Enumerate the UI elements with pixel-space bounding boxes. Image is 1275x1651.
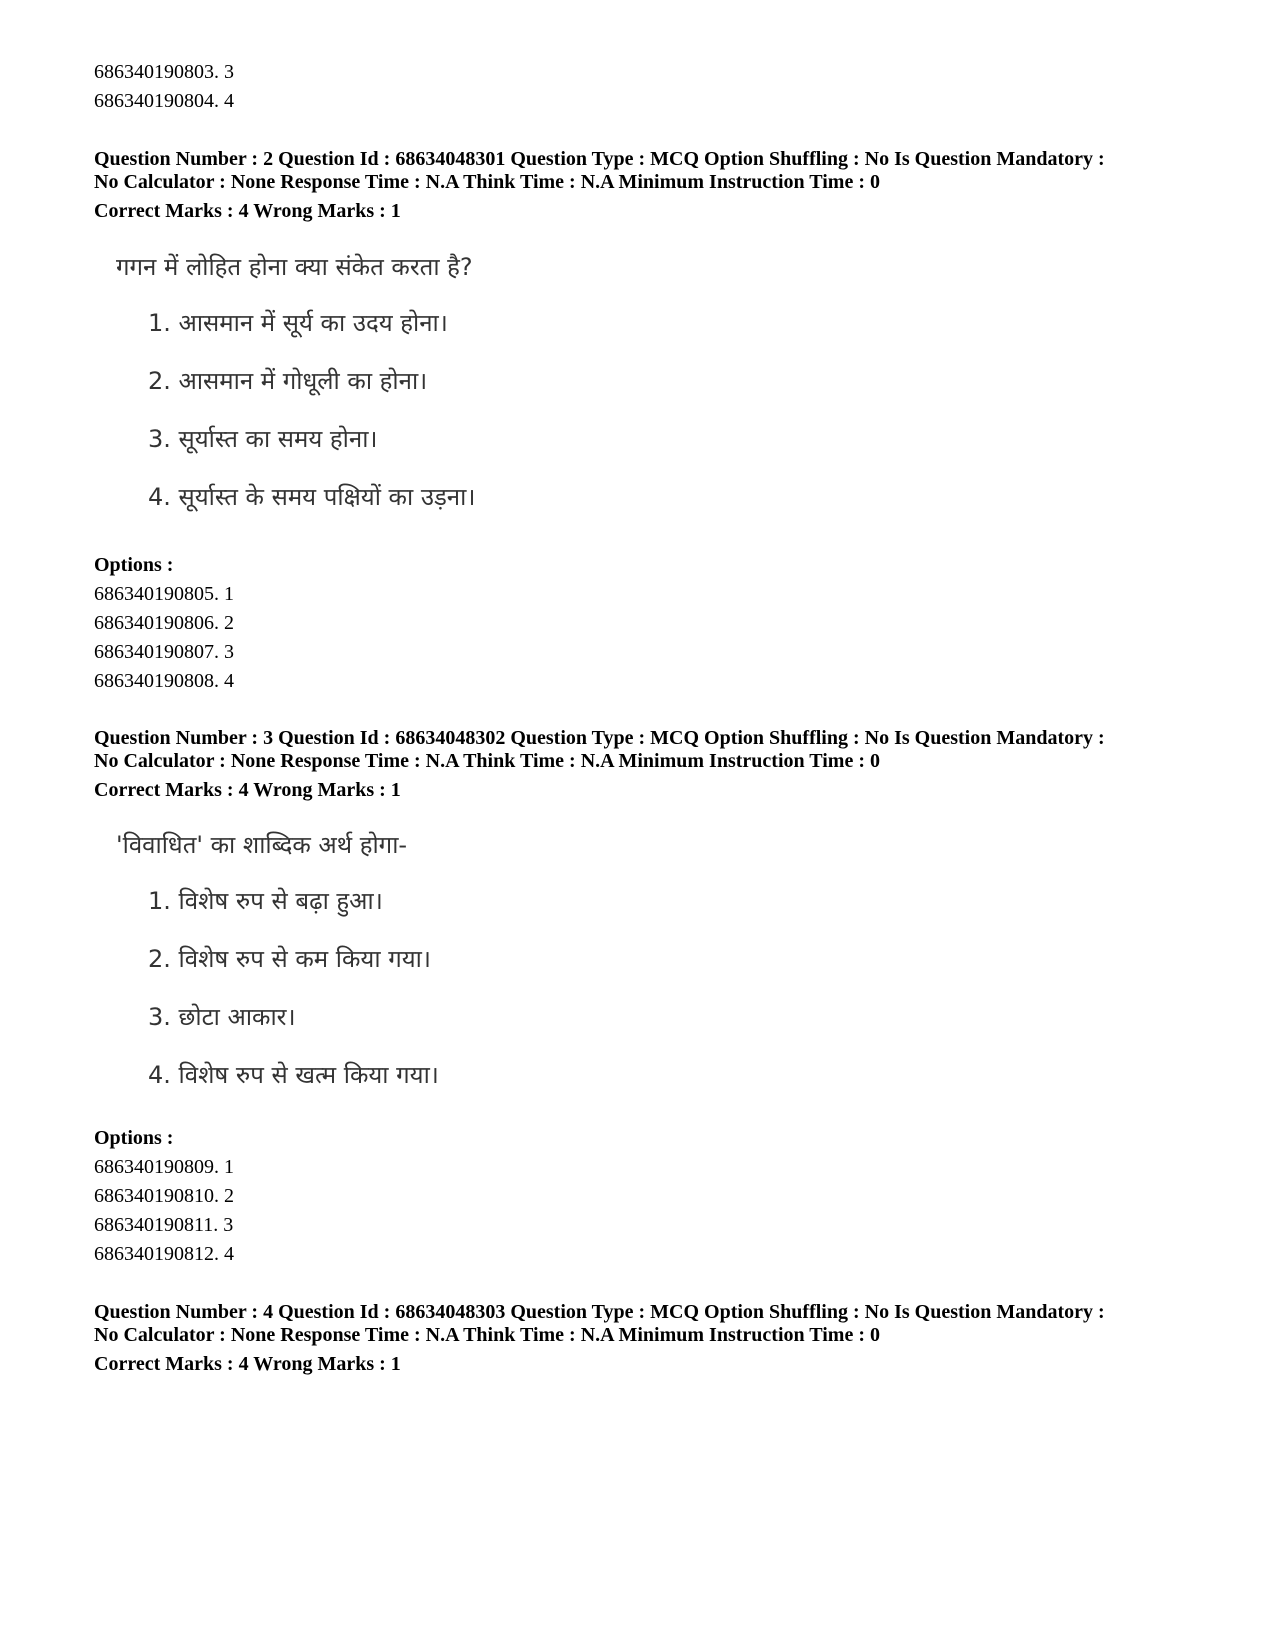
question-choice: 1. विशेष रुप से बढ़ा हुआ। [148, 887, 383, 915]
question-choice: 1. आसमान में सूर्य का उदय होना। [148, 309, 448, 337]
question-choice: 4. सूर्यास्त के समय पक्षियों का उड़ना। [148, 483, 476, 511]
option-line: 686340190805. 1 [94, 583, 234, 605]
option-line: 686340190806. 2 [94, 612, 234, 634]
question-header: Question Number : 2 Question Id : 68634048301 Question Type : MCQ Option Shuffling : No Is Question Mandatory : [94, 148, 1105, 170]
option-line: 686340190812. 4 [94, 1243, 234, 1265]
question-header: No Calculator : None Response Time : N.A Think Time : N.A Minimum Instruction Time : 0 [94, 750, 880, 772]
question-choice: 3. छोटा आकार। [148, 1003, 296, 1031]
question-choice: 4. विशेष रुप से खत्म किया गया। [148, 1061, 439, 1089]
option-line: 686340190808. 4 [94, 670, 234, 692]
option-line: 686340190807. 3 [94, 641, 234, 663]
question-choice: 2. विशेष रुप से कम किया गया। [148, 945, 431, 973]
options-label: Options : [94, 1127, 174, 1149]
question-marks: Correct Marks : 4 Wrong Marks : 1 [94, 200, 401, 222]
question-marks: Correct Marks : 4 Wrong Marks : 1 [94, 779, 401, 801]
question-header: Question Number : 4 Question Id : 68634048303 Question Type : MCQ Option Shuffling : No Is Question Mandatory : [94, 1301, 1105, 1323]
question-choice: 3. सूर्यास्त का समय होना। [148, 425, 378, 453]
question-stem: 'विवाधित' का शाब्दिक अर्थ होगा- [116, 831, 408, 859]
option-line: 686340190804. 4 [94, 90, 234, 112]
question-header: No Calculator : None Response Time : N.A Think Time : N.A Minimum Instruction Time : 0 [94, 1324, 880, 1346]
option-line: 686340190803. 3 [94, 61, 234, 83]
option-line: 686340190811. 3 [94, 1214, 234, 1236]
option-line: 686340190809. 1 [94, 1156, 234, 1178]
question-marks: Correct Marks : 4 Wrong Marks : 1 [94, 1353, 401, 1375]
options-label: Options : [94, 554, 174, 576]
question-header: Question Number : 3 Question Id : 68634048302 Question Type : MCQ Option Shuffling : No Is Question Mandatory : [94, 727, 1105, 749]
option-line: 686340190810. 2 [94, 1185, 234, 1207]
question-header: No Calculator : None Response Time : N.A Think Time : N.A Minimum Instruction Time : 0 [94, 171, 880, 193]
question-choice: 2. आसमान में गोधूली का होना। [148, 367, 428, 395]
question-stem: गगन में लोहित होना क्या संकेत करता है? [116, 253, 473, 281]
